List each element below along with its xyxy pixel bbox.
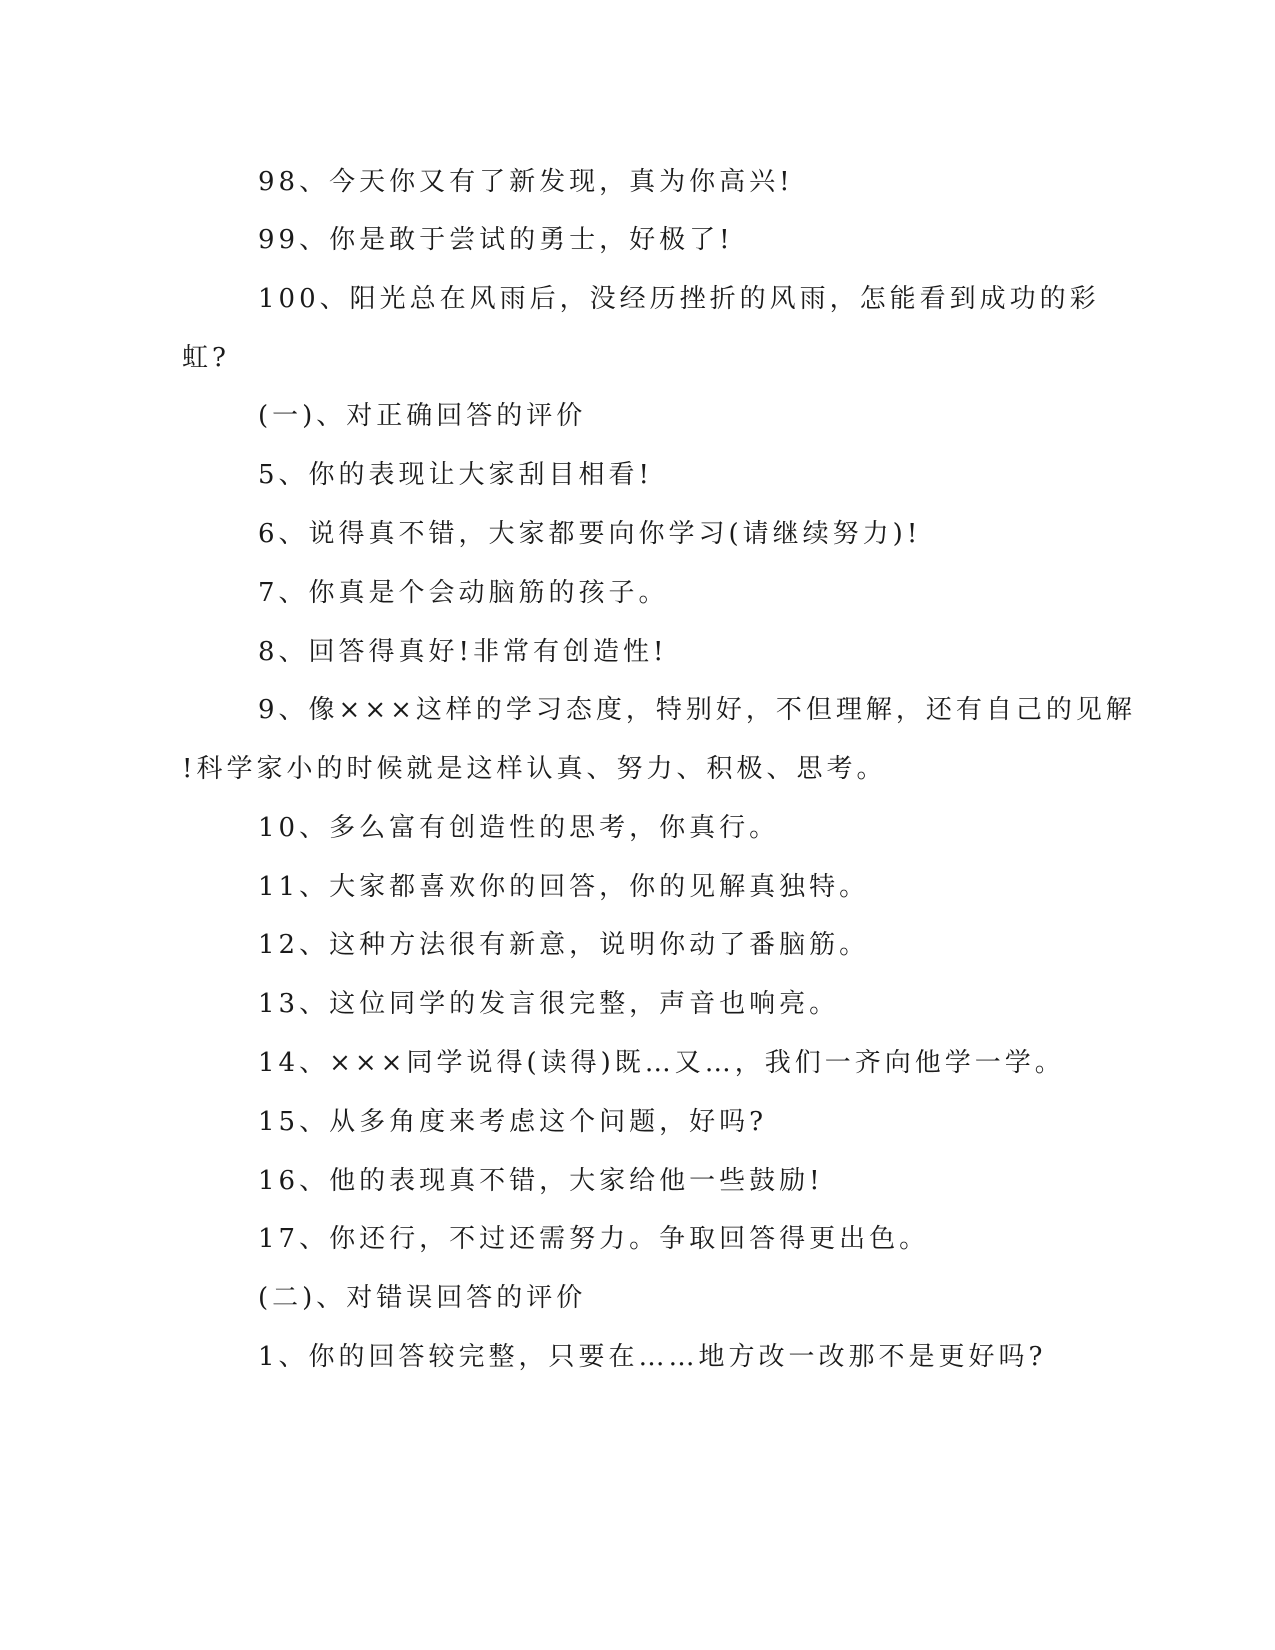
list-item: 10、多么富有创造性的思考，你真行。 (258, 813, 780, 843)
list-item: 5、你的表现让大家刮目相看! (258, 460, 653, 490)
list-item: 16、他的表现真不错，大家给他一些鼓励! (258, 1166, 824, 1196)
list-item: 8、回答得真好!非常有创造性! (258, 637, 668, 667)
section-heading: (二)、对错误回答的评价 (258, 1283, 587, 1313)
list-item: 11、大家都喜欢你的回答，你的见解真独特。 (258, 872, 870, 902)
list-item: 100、阳光总在风雨后，没经历挫折的风雨，怎能看到成功的彩 (258, 284, 1100, 314)
list-item: 14、×××同学说得(读得)既…又…，我们一齐向他学一学。 (258, 1048, 1065, 1078)
list-item: 15、从多角度来考虑这个问题，好吗? (258, 1107, 768, 1137)
list-item: 1、你的回答较完整，只要在……地方改一改那不是更好吗? (258, 1342, 1047, 1372)
list-item: 12、这种方法很有新意，说明你动了番脑筋。 (258, 930, 870, 960)
list-item: 7、你真是个会动脑筋的孩子。 (258, 578, 669, 608)
list-item: 98、今天你又有了新发现，真为你高兴! (258, 167, 794, 197)
list-item: 13、这位同学的发言很完整，声音也响亮。 (258, 989, 840, 1019)
section-heading: (一)、对正确回答的评价 (258, 401, 587, 431)
list-item: 6、说得真不错，大家都要向你学习(请继续努力)! (258, 519, 922, 549)
list-item: 99、你是敢于尝试的勇士，好极了! (258, 225, 734, 255)
list-item: 9、像×××这样的学习态度，特别好，不但理解，还有自己的见解 (258, 695, 1136, 725)
list-item: 17、你还行，不过还需努力。争取回答得更出色。 (258, 1224, 930, 1254)
list-item-continuation: 虹? (182, 343, 230, 373)
list-item-continuation: !科学家小的时候就是这样认真、努力、积极、思考。 (182, 754, 887, 784)
